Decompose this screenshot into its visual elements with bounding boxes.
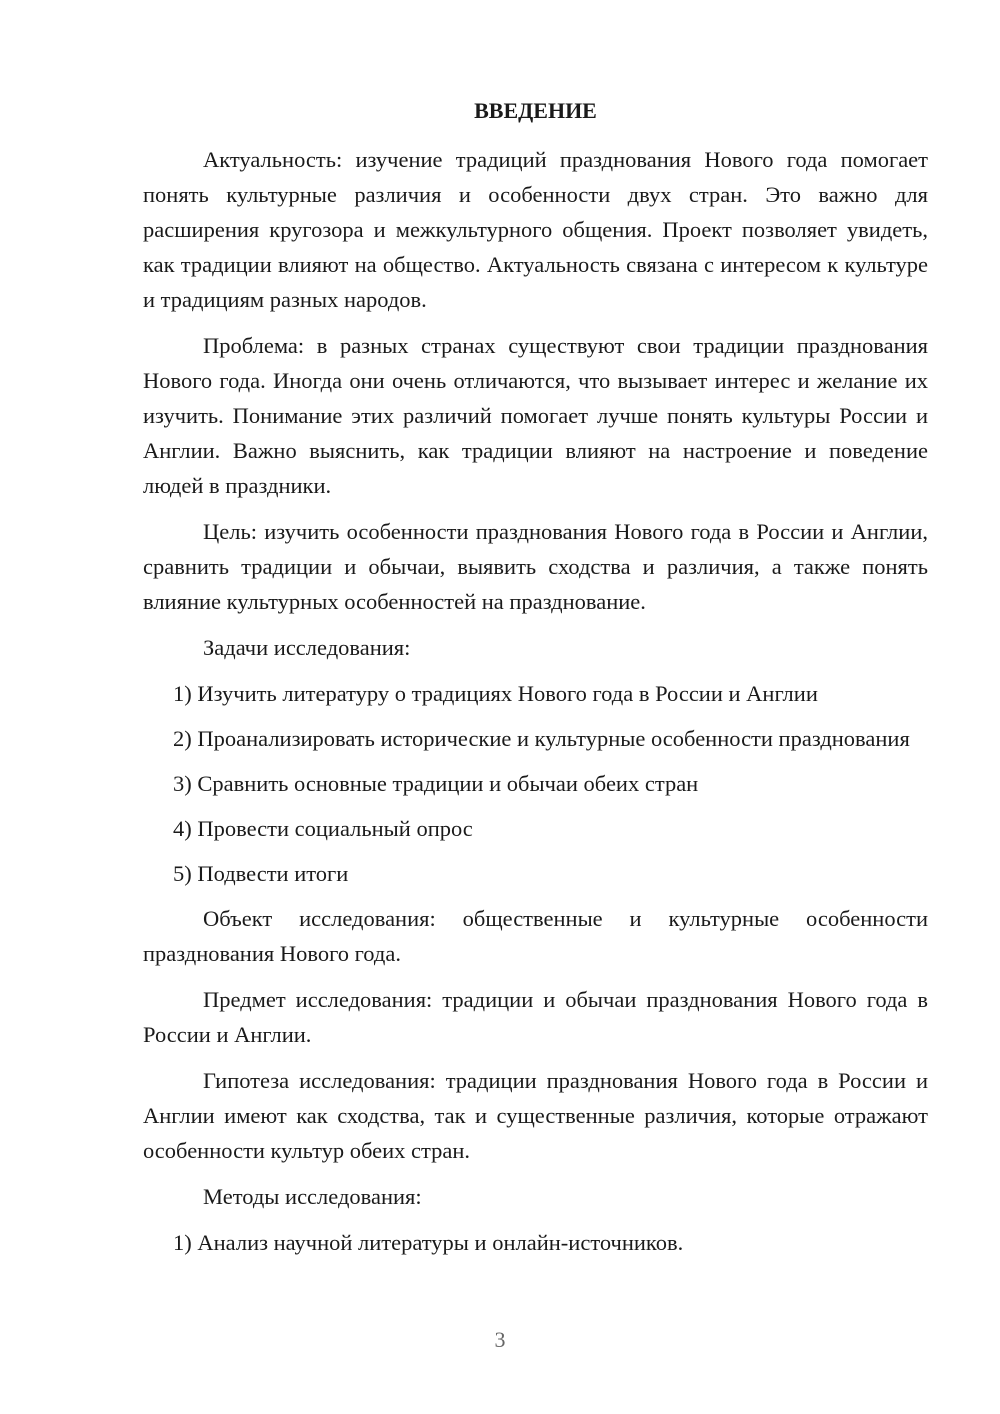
subject-paragraph: Предмет исследования: традиции и обычаи празднования Нового года в России и Англии. — [143, 987, 928, 1047]
tasks-heading: Задачи исследования: — [203, 635, 411, 660]
section-title: ВВЕДЕНИЕ — [474, 98, 597, 123]
hypothesis-paragraph: Гипотеза исследования: традиции празднования Нового года в России и Англии имеют как сходства, так и существенные различия, которые отражают особенности культур обеих стран. — [143, 1068, 928, 1163]
problem-paragraph: Проблема: в разных странах существуют свои традиции празднования Нового года. Иногда они очень отличаются, что вызывает интерес и желание их изучить. Понимание этих различий помогает лучше понять культуры России и Англии. Важно выяснить, как традиции влияют на настроение и поведение людей в праздники. — [143, 333, 928, 498]
task-item-3: 3) Сравнить основные традиции и обычаи обеих стран — [173, 771, 699, 796]
task-item-2: 2) Проанализировать исторические и культурные особенности празднования — [173, 726, 910, 751]
method-item-1: 1) Анализ научной литературы и онлайн-источников. — [173, 1230, 684, 1255]
relevance-paragraph: Актуальность: изучение традиций празднования Нового года помогает понять культурные различия и особенности двух стран. Это важно для расширения кругозора и межкультурного общения. Проект позволяет увидеть, как традиции влияют на общество. Актуальность связана с интересом к культуре и традициям разных народов. — [143, 147, 928, 312]
goal-paragraph: Цель: изучить особенности празднования Нового года в России и Англии, сравнить традиции и обычаи, выявить сходства и различия, а также понять влияние культурных особенностей на празднование. — [143, 519, 928, 614]
document-page — [143, 94, 928, 1270]
task-item-5: 5) Подвести итоги — [173, 861, 349, 886]
object-paragraph: Объект исследования: общественные и культурные особенности празднования Нового года. — [143, 906, 928, 966]
task-item-4: 4) Провести социальный опрос — [173, 816, 473, 841]
page-number: 3 — [494, 1327, 506, 1352]
task-item-1: 1) Изучить литературу о традициях Нового года в России и Англии — [173, 681, 818, 706]
methods-heading: Методы исследования: — [203, 1184, 422, 1209]
